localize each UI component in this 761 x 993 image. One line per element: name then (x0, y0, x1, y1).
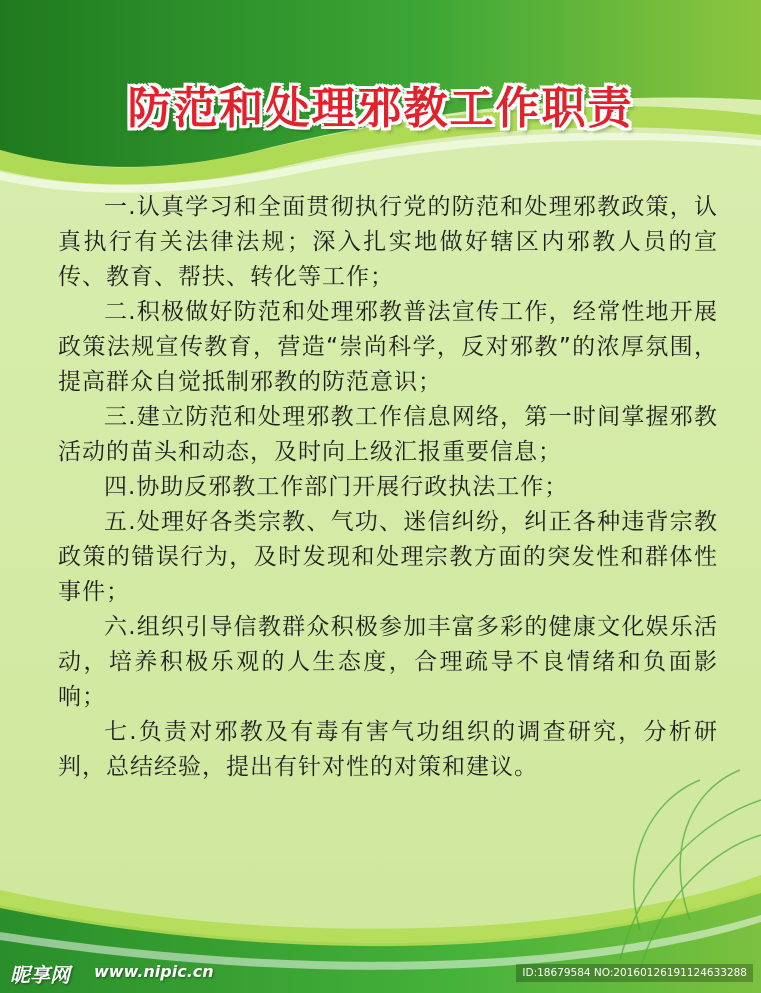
watermark-logo: 昵享网 (10, 963, 70, 987)
duty-paragraph-3: 三.建立防范和处理邪教工作信息网络，第一时间掌握邪教活动的苗头和动态，及时向上级汇报重要信息； (58, 404, 718, 465)
duty-paragraph-2: 二.积极做好防范和处理邪教普法宣传工作，经常性地开展政策法规宣传教育，营造“崇尚科学，反对邪教”的浓厚氛围，提高群众自觉抵制邪教的防范意识； (58, 299, 718, 395)
duty-paragraph-1: 一.认真学习和全面贯彻执行党的防范和处理邪教政策，认真执行有关法律法规；深入扎实地做好辖区内邪教人员的宣传、教育、帮扶、转化等工作； (58, 194, 718, 290)
page-title: 防范和处理邪教工作职责 (127, 83, 634, 134)
duty-paragraph-4: 四.协助反邪教工作部门开展行政执法工作； (104, 474, 569, 500)
watermark-site: www.nipic.cn (94, 962, 214, 981)
duty-paragraph-6: 六.组织引导信教群众积极参加丰富多彩的健康文化娱乐活动，培养积极乐观的人生态度，合理疏导不良情绪和负面影响； (58, 614, 718, 710)
duty-paragraph-5: 五.处理好各类宗教、气功、迷信纠纷，纠正各种违背宗教政策的错误行为，及时发现和处理宗教方面的突发性和群体性事件； (58, 509, 718, 605)
duties-text (58, 190, 718, 785)
duty-paragraph-7: 七.负责对邪教及有毒有害气功组织的调查研究，分析研判，总结经验，提出有针对性的对策和建议。 (58, 719, 718, 780)
watermark-id: ID:18679584 NO:20160126191124633288 (516, 964, 753, 982)
